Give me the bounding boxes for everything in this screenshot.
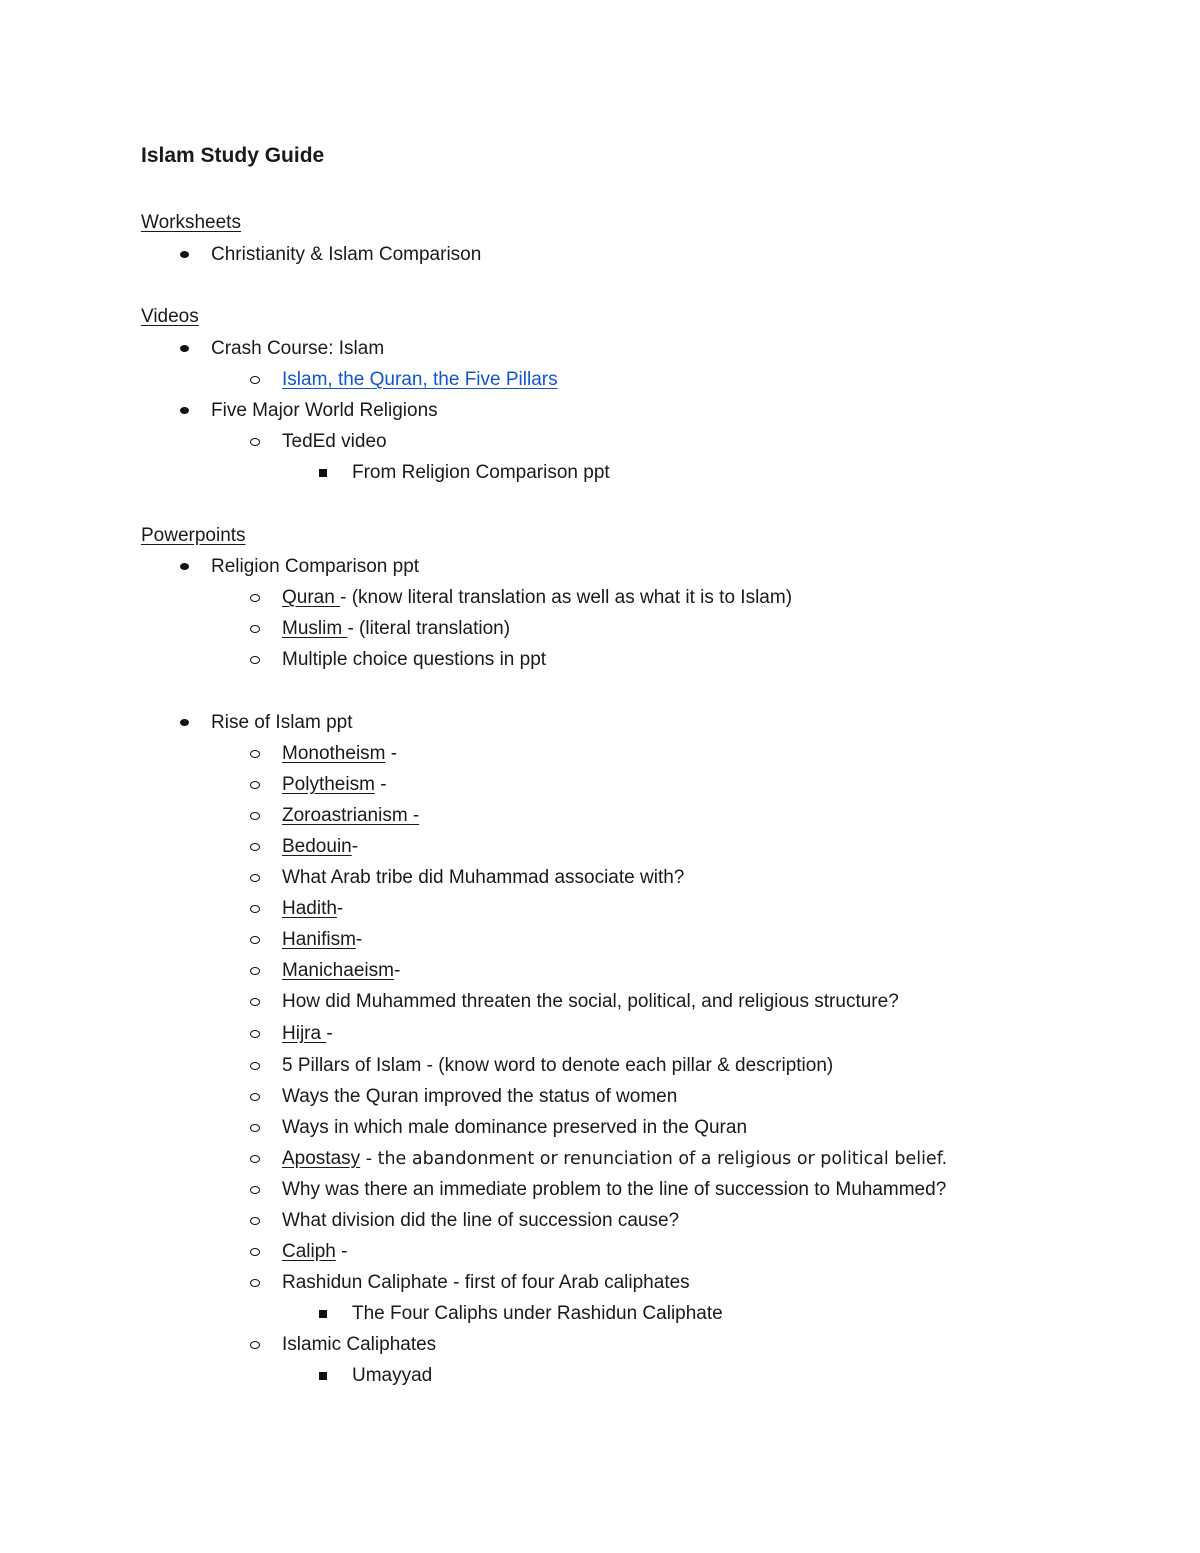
list-item-status-women (0, 1081, 1200, 1112)
list-item-text: Religion Comparison ppt (211, 556, 420, 577)
hollow-bullet-icon (245, 1174, 265, 1205)
filled-bullet-icon (174, 239, 194, 270)
list-item-crash-course-link (0, 364, 1200, 395)
hollow-bullet-icon (245, 800, 265, 831)
list-item-muslim (0, 613, 1200, 644)
term-description: - (351, 836, 359, 857)
term-description: - (374, 774, 387, 795)
term-apostasy: Apostasy (282, 1148, 361, 1169)
list-item-hadith (0, 893, 1200, 924)
term-bedouin: Bedouin (282, 836, 352, 857)
list-item-hijra (0, 1018, 1200, 1049)
hollow-bullet-icon (245, 364, 265, 395)
list-item-hanifism (0, 924, 1200, 955)
term-description: - (355, 929, 363, 950)
list-item-threaten (0, 986, 1200, 1017)
list-item-succession-problem (0, 1174, 1200, 1205)
list-item-text: Why was there an immediate problem to the line of succession to Muhammed? (282, 1179, 947, 1200)
list-item-four-caliphs (0, 1298, 1200, 1329)
hollow-bullet-icon (245, 1143, 265, 1174)
hollow-bullet-icon (245, 1050, 265, 1081)
hollow-bullet-icon (245, 613, 265, 644)
list-item-text: Ways in which male dominance preserved in the Quran (282, 1117, 748, 1138)
hollow-bullet-icon (245, 986, 265, 1017)
list-item-monotheism (0, 738, 1200, 769)
list-item-islamic-caliphates (0, 1329, 1200, 1360)
term-quran: Quran (282, 587, 341, 608)
term-muslim: Muslim (282, 618, 348, 639)
list-item-caliph (0, 1236, 1200, 1267)
list-item-text: What division did the line of succession cause? (282, 1210, 680, 1231)
list-item-five-pillars (0, 1050, 1200, 1081)
list-item-text: Multiple choice questions in ppt (282, 649, 547, 670)
term-description: - (393, 960, 401, 981)
list-item-rashidun (0, 1267, 1200, 1298)
list-item-text: Christianity & Islam Comparison (211, 244, 482, 265)
list-item-text: TedEd video (282, 431, 387, 452)
list-item-text: Five Major World Religions (211, 400, 438, 421)
list-item-crash-course (0, 333, 1200, 364)
list-item-text: What Arab tribe did Muhammad associate with? (282, 867, 685, 888)
list-item-christianity-islam (0, 239, 1200, 270)
hollow-bullet-icon (245, 924, 265, 955)
hollow-bullet-icon (245, 582, 265, 613)
list-item-text: How did Muhammed threaten the social, political, and religious structure? (282, 991, 899, 1012)
list-item-male-dominance (0, 1112, 1200, 1143)
list-item-zoroastrianism (0, 800, 1200, 831)
list-item-multiple-choice (0, 644, 1200, 675)
filled-bullet-icon (174, 707, 194, 738)
video-link[interactable]: Islam, the Quran, the Five Pillars (282, 369, 558, 390)
term-description: - (326, 1023, 333, 1044)
worksheets-heading: Worksheets (141, 212, 241, 233)
filled-bullet-icon (174, 395, 194, 426)
hollow-bullet-icon (245, 738, 265, 769)
hollow-bullet-icon (245, 1081, 265, 1112)
list-item-polytheism (0, 769, 1200, 800)
list-item-text: From Religion Comparison ppt (352, 462, 610, 483)
hollow-bullet-icon (245, 426, 265, 457)
hollow-bullet-icon (245, 893, 265, 924)
list-item-text: Crash Course: Islam (211, 338, 385, 359)
videos-heading: Videos (141, 306, 199, 327)
list-item-rise-of-islam (0, 707, 1200, 738)
list-item-manichaeism (0, 955, 1200, 986)
term-description: - (literal translation) (347, 618, 511, 639)
list-item-text: Umayyad (352, 1365, 433, 1386)
term-description: - (know literal translation as well as what it is to Islam) (340, 587, 793, 608)
square-bullet-icon (313, 1360, 333, 1391)
term-manichaeism: Manichaeism (282, 960, 394, 981)
hollow-bullet-icon (245, 1205, 265, 1236)
hollow-bullet-icon (245, 1329, 265, 1360)
hollow-bullet-icon (245, 955, 265, 986)
list-item-quran (0, 582, 1200, 613)
list-item-text: Rashidun Caliphate - first of four Arab caliphates (282, 1272, 690, 1293)
list-item-teded (0, 426, 1200, 457)
square-bullet-icon (313, 457, 333, 488)
hollow-bullet-icon (245, 644, 265, 675)
list-item-text: 5 Pillars of Islam - (know word to denote each pillar & description) (282, 1055, 834, 1076)
list-item-from-ppt (0, 457, 1200, 488)
term-polytheism: Polytheism (282, 774, 375, 795)
term-monotheism: Monotheism (282, 743, 386, 764)
list-item-text: Rise of Islam ppt (211, 712, 353, 733)
term-definition: - the abandonment or renunciation of a religious or political belief. (360, 1149, 948, 1169)
filled-bullet-icon (174, 333, 194, 364)
list-item-division (0, 1205, 1200, 1236)
term-description: - (335, 1241, 348, 1262)
page-title: Islam Study Guide (141, 144, 325, 167)
list-item-text: Ways the Quran improved the status of women (282, 1086, 678, 1107)
powerpoints-heading: Powerpoints (141, 525, 246, 546)
term-hadith: Hadith (282, 898, 337, 919)
hollow-bullet-icon (245, 831, 265, 862)
list-item-bedouin (0, 831, 1200, 862)
list-item-five-major-religions (0, 395, 1200, 426)
term-hijra: Hijra (282, 1023, 327, 1044)
hollow-bullet-icon (245, 1267, 265, 1298)
term-description: - (336, 898, 344, 919)
term-description: - (385, 743, 398, 764)
filled-bullet-icon (174, 551, 194, 582)
list-item-text: The Four Caliphs under Rashidun Caliphate (352, 1303, 723, 1324)
term-hanifism: Hanifism (282, 929, 356, 950)
list-item-apostasy (0, 1143, 1200, 1174)
list-item-arab-tribe (0, 862, 1200, 893)
hollow-bullet-icon (245, 1018, 265, 1049)
list-item-umayyad (0, 1360, 1200, 1391)
list-item-religion-comparison (0, 551, 1200, 582)
list-item-text: Islamic Caliphates (282, 1334, 437, 1355)
square-bullet-icon (313, 1298, 333, 1329)
hollow-bullet-icon (245, 862, 265, 893)
hollow-bullet-icon (245, 769, 265, 800)
term-caliph: Caliph (282, 1241, 336, 1262)
hollow-bullet-icon (245, 1112, 265, 1143)
hollow-bullet-icon (245, 1236, 265, 1267)
term-zoroastrianism: Zoroastrianism - (282, 805, 420, 826)
